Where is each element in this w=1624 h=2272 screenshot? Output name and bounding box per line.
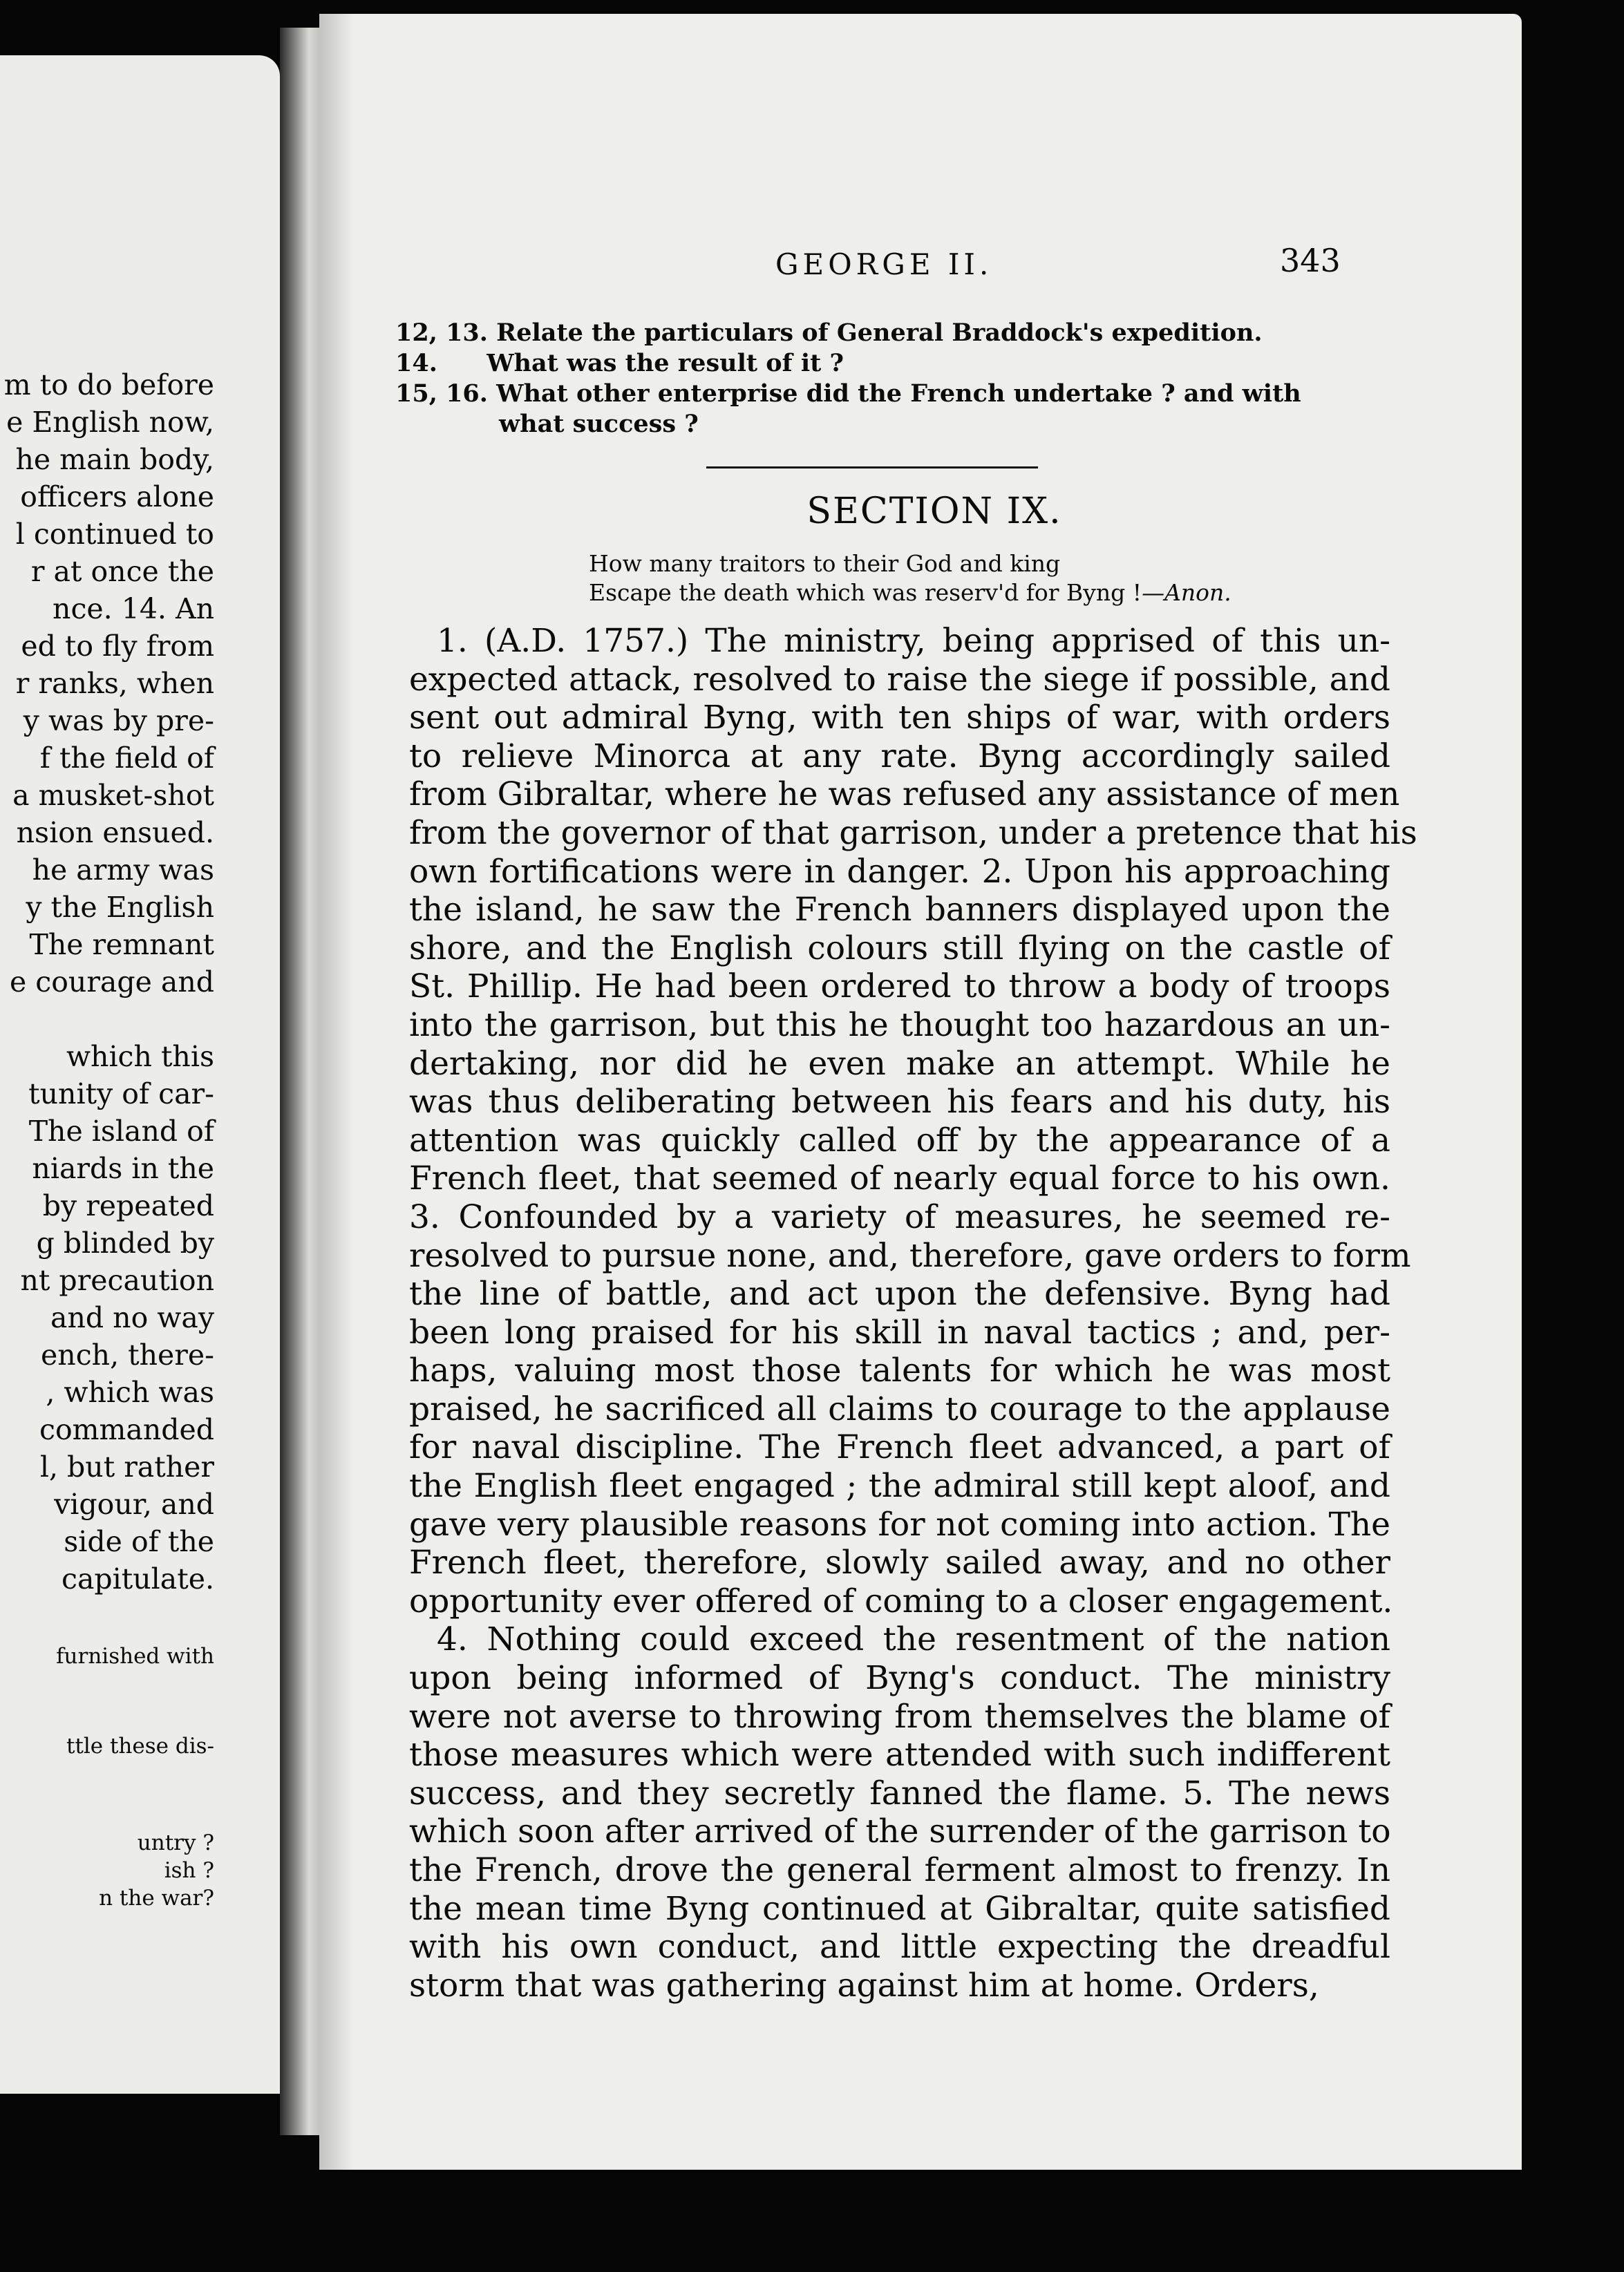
left-page-line: capitulate. xyxy=(62,1562,214,1596)
left-page-question-fragment: ish ? xyxy=(164,1858,214,1883)
body-line: gave very plausible reasons for not coming into action. The xyxy=(409,1505,1390,1544)
left-page-line: he army was xyxy=(32,853,214,887)
body-line: from Gibraltar, where he was refused any assistance of men xyxy=(409,775,1400,814)
left-page-line: he main body, xyxy=(15,443,214,476)
body-line: into the garrison, but this he thought too hazardous an un- xyxy=(409,1005,1390,1044)
left-page-line: a musket-shot xyxy=(12,779,214,812)
question-text: what success ? xyxy=(499,410,699,438)
left-page-line: The remnant xyxy=(29,928,214,961)
epigraph-attribution: —Anon. xyxy=(1142,579,1231,606)
left-page-line: e courage and xyxy=(9,965,214,998)
body-line: dertaking, nor did he even make an attempt. While he xyxy=(409,1044,1390,1083)
left-page-line: l continued to xyxy=(15,518,214,551)
body-line: 3. Confounded by a variety of measures, he seemed re- xyxy=(409,1197,1390,1236)
epigraph xyxy=(589,549,1231,607)
left-page-line: e English now, xyxy=(6,406,214,439)
epigraph-line-2 xyxy=(589,578,1231,607)
section-title: SECTION IX. xyxy=(806,491,1062,532)
left-page-question-fragment: n the war? xyxy=(99,1886,214,1911)
book-gutter xyxy=(280,28,321,2135)
body-line: which soon after arrived of the surrender of the garrison to xyxy=(409,1812,1391,1851)
left-facing-page xyxy=(0,55,280,2094)
left-page-line: tunity of car- xyxy=(28,1077,214,1110)
left-page-question-fragment: untry ? xyxy=(137,1830,214,1855)
question-text: Relate the particulars of General Braddock's expedition. xyxy=(496,319,1263,347)
question-line xyxy=(395,379,1418,409)
body-line: the French, drove the general ferment almost to frenzy. In xyxy=(409,1851,1390,1889)
body-line: St. Phillip. He had been ordered to throw a body of troops xyxy=(409,967,1390,1006)
question-text: What was the result of it ? xyxy=(487,349,844,377)
body-line: from the governor of that garrison, under a pretence that his xyxy=(409,813,1417,852)
question-line xyxy=(395,409,1418,439)
section-divider xyxy=(706,466,1038,468)
body-line: were not averse to throwing from themselves the blame of xyxy=(409,1697,1390,1736)
left-page-line: m to do before xyxy=(3,368,214,401)
body-line: been long praised for his skill in naval tactics ; and, per- xyxy=(409,1313,1390,1352)
epigraph-line-1: How many traitors to their God and king xyxy=(589,550,1061,577)
body-line: upon being informed of Byng's conduct. The ministry xyxy=(409,1659,1390,1698)
body-line: those measures which were attended with such indifferent xyxy=(409,1736,1390,1774)
body-line: for naval discipline. The French fleet advanced, a part of xyxy=(409,1428,1390,1467)
body-line: praised, he sacrificed all claims to courage to the applause xyxy=(409,1390,1390,1428)
body-line: to relieve Minorca at any rate. Byng accordingly sailed xyxy=(409,737,1390,775)
left-page-line: y the English xyxy=(26,891,214,924)
left-page-line: by repeated xyxy=(42,1189,214,1222)
left-page-line: commanded xyxy=(39,1413,214,1446)
left-page-line: which this xyxy=(66,1040,214,1073)
body-line: French fleet, that seemed of nearly equal force to his own. xyxy=(409,1159,1390,1198)
body-text xyxy=(409,622,1417,2005)
left-page-line: nt precaution xyxy=(20,1264,214,1297)
left-page-question-fragment: furnished with xyxy=(56,1644,214,1669)
body-line: was thus deliberating between his fears and his duty, his xyxy=(409,1083,1390,1121)
left-page-line: g blinded by xyxy=(36,1227,214,1260)
body-line: attention was quickly called off by the appearance of a xyxy=(409,1121,1390,1159)
left-page-line: niards in the xyxy=(32,1152,214,1185)
left-page-line: y was by pre- xyxy=(23,704,214,737)
left-page-question-fragment: ttle these dis- xyxy=(66,1734,214,1759)
body-line: the line of battle, and act upon the defensive. Byng had xyxy=(409,1275,1390,1314)
body-line: French fleet, therefore, slowly sailed away, and no other xyxy=(409,1544,1390,1582)
body-line: storm that was gathering against him at home. Orders, xyxy=(409,1966,1319,2005)
question-line xyxy=(395,318,1418,348)
epigraph-line-2-text: Escape the death which was reserv'd for Byng ! xyxy=(589,579,1142,606)
left-page-line: ench, there- xyxy=(41,1338,214,1372)
left-page-line: side of the xyxy=(64,1525,214,1558)
body-line: own fortifications were in danger. 2. Upon his approaching xyxy=(409,852,1390,891)
body-line: with his own conduct, and little expecting the dreadful xyxy=(409,1928,1390,1967)
left-page-line: nce. 14. An xyxy=(53,592,214,625)
body-line: shore, and the English colours still flying on the castle of xyxy=(409,929,1390,967)
right-page xyxy=(319,14,1522,2170)
left-page-line: r ranks, when xyxy=(15,667,214,700)
left-page-line: ed to fly from xyxy=(21,629,214,663)
body-line: haps, valuing most those talents for which he was most xyxy=(409,1352,1390,1390)
left-page-line: nsion ensued. xyxy=(16,816,214,849)
body-line: success, and they secretly fanned the flame. 5. The news xyxy=(409,1774,1390,1812)
left-page-line: l, but rather xyxy=(39,1450,214,1484)
body-line: the mean time Byng continued at Gibraltar, quite satisfied xyxy=(409,1889,1390,1928)
left-page-line: f the field of xyxy=(39,741,214,775)
body-line: resolved to pursue none, and, therefore, gave orders to form xyxy=(409,1236,1411,1275)
left-page-line: The island of xyxy=(28,1115,214,1148)
review-questions xyxy=(395,318,1418,439)
question-number: 12, 13. xyxy=(395,319,488,347)
body-line: expected attack, resolved to raise the siege if possible, and xyxy=(409,660,1390,699)
left-page-line: and no way xyxy=(50,1301,214,1334)
body-line: the island, he saw the French banners displayed upon the xyxy=(409,891,1390,929)
body-line: opportunity ever offered of coming to a closer engagement. xyxy=(409,1582,1393,1620)
body-line: 4. Nothing could exceed the resentment of the nation xyxy=(437,1620,1390,1659)
body-line: 1. (A.D. 1757.) The ministry, being apprised of this un- xyxy=(437,622,1390,660)
left-page-line: vigour, and xyxy=(54,1488,214,1521)
left-page-line: officers alone xyxy=(20,480,214,513)
body-line: sent out admiral Byng, with ten ships of war, with orders xyxy=(409,699,1390,737)
question-line xyxy=(395,348,1418,379)
running-title: GEORGE II. xyxy=(775,247,993,281)
left-page-line: , which was xyxy=(46,1376,214,1409)
question-number: 14. xyxy=(395,349,437,377)
question-text: What other enterprise did the French undertake ? and with xyxy=(496,379,1301,408)
body-line: the English fleet engaged ; the admiral still kept aloof, and xyxy=(409,1467,1390,1506)
page-number: 343 xyxy=(1280,242,1341,279)
question-number: 15, 16. xyxy=(395,379,488,408)
left-page-line: r at once the xyxy=(30,555,214,588)
